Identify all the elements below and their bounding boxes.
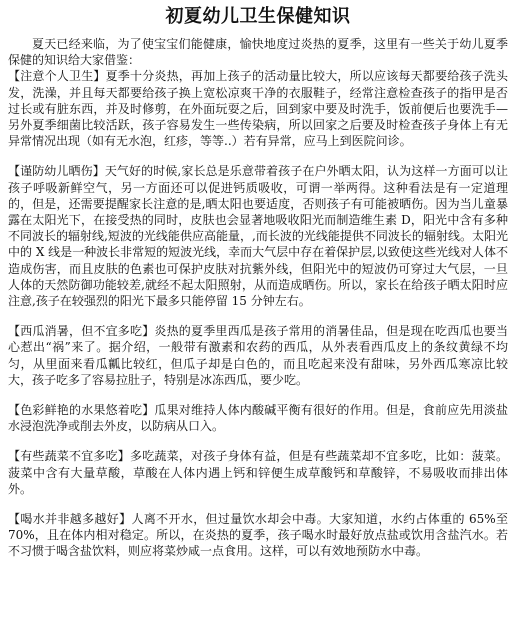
section-body: 天气好的时候,家长总是乐意带着孩子在户外晒太阳，认为这样一方面可以让孩子呼吸新鲜空气，另一方面还可以促进钙质吸收，可谓一举两得。这种看法是有一定道理的，但是，还需要提醒家长注意的是,晒太阳也要适度，否则孩子有可能被晒伤。因为当儿童暴露在太阳光下，在接受热的同时，皮肤也会显著地吸收阳光而制造维生素 D，阳光中含有多种不同波长的辐射线,短波的光线能供应高能量，,而长波的光线能提供不同波长的辐射线。太阳光中的 X 线是一种波长非常短的短波光线，幸而大气层中存在着保护层,以致使这些光线对人体不造成伤害，而且皮肤的色素也可保护皮肤对抗紫外线，但阳光中的短波仍可穿过大气层，一旦人体的天然防御功能较差,就经不起太阳照射，从而造成晒伤。所以，家长在给孩子晒太阳时应注意,孩子在较强烈的阳光下最多只能停留 15 分钟左右。 xyxy=(8,164,508,309)
intro-paragraph: 夏天已经来临，为了使宝宝们能健康，愉快地度过炎热的夏季，这里有一些关于幼儿夏季保健的知识给大家借鉴： xyxy=(8,37,508,68)
section-heading: 【西瓜消暑，但不宜多吃】 xyxy=(8,324,155,339)
section-heading: 【有些蔬菜不宜多吃】 xyxy=(8,449,130,464)
section-paragraph xyxy=(8,323,508,388)
section-body: 人离不开水，但过量饮水却会中毒。大家知道，水约占体重的 65%至 70%，且在体内相对稳定。所以，在炎热的夏季，孩子喝水时最好放点盐或饮用含盐汽水。若不习惯于喝含盐饮料，则应将菜炒咸一点食用。这样，可以有效地预防水中毒。 xyxy=(8,512,508,559)
section-heading: 【谨防幼儿晒伤】 xyxy=(8,164,105,179)
section-paragraph xyxy=(8,511,508,560)
section-paragraph xyxy=(8,448,508,497)
section-heading: 【色彩鲜艳的水果悠着吃】 xyxy=(8,403,155,418)
section-vegetables xyxy=(8,448,508,497)
section-sunburn xyxy=(8,163,508,309)
section-colorful-fruit xyxy=(8,402,508,434)
article-title: 初夏幼儿卫生保健知识 xyxy=(165,6,351,27)
section-body: 夏季十分炎热，再加上孩子的活动量比较大，所以应该每天都要给孩子洗头发，洗澡，并且每天都要给孩子换上宽松凉爽干净的衣服鞋子，经常注意检查孩子的指甲是否过长或有脏东西，并及时修剪，在外面玩耍之后，回到家中要及时洗手，饭前便后也要洗手—另外夏季细菌比较活跃，孩子容易发生一些传染病，所以回家之后要及时检查孩子身体上有无异常情况出现（如有无水泡，红疹，等等..）若有异常，应马上到医院问诊。 xyxy=(8,69,508,149)
section-paragraph xyxy=(8,163,508,309)
section-body: 多吃蔬菜，对孩子身体有益，但是有些蔬菜却不宜多吃，比如：菠菜。菠菜中含有大量草酸，草酸在人体内遇上钙和锌便生成草酸钙和草酸锌，不易吸收而排出体外。 xyxy=(8,449,508,496)
section-body: 瓜果对维持人体内酸碱平衡有很好的作用。但是，食前应先用淡盐水浸泡洗净或削去外皮，以防病从口入。 xyxy=(8,403,508,434)
section-body: 炎热的夏季里西瓜是孩子常用的消暑佳品，但是现在吃西瓜也要当心惹出“祸”来了。据介绍，一般带有激素和农药的西瓜，从外表看西瓜皮上的条纹黄绿不均匀，从里面来看瓜瓤比较红，但瓜子却是白色的，而且吃起来没有甜味，另外西瓜寒凉比较大，孩子吃多了容易拉肚子，特别是冰冻西瓜，要少吃。 xyxy=(8,324,508,387)
section-personal-hygiene xyxy=(8,68,508,149)
section-heading: 【喝水并非越多越好】 xyxy=(8,512,132,527)
section-paragraph xyxy=(8,68,508,149)
section-drinking-water xyxy=(8,511,508,560)
section-heading: 【注意个人卫生】 xyxy=(8,69,106,84)
section-watermelon xyxy=(8,323,508,388)
section-paragraph xyxy=(8,402,508,434)
